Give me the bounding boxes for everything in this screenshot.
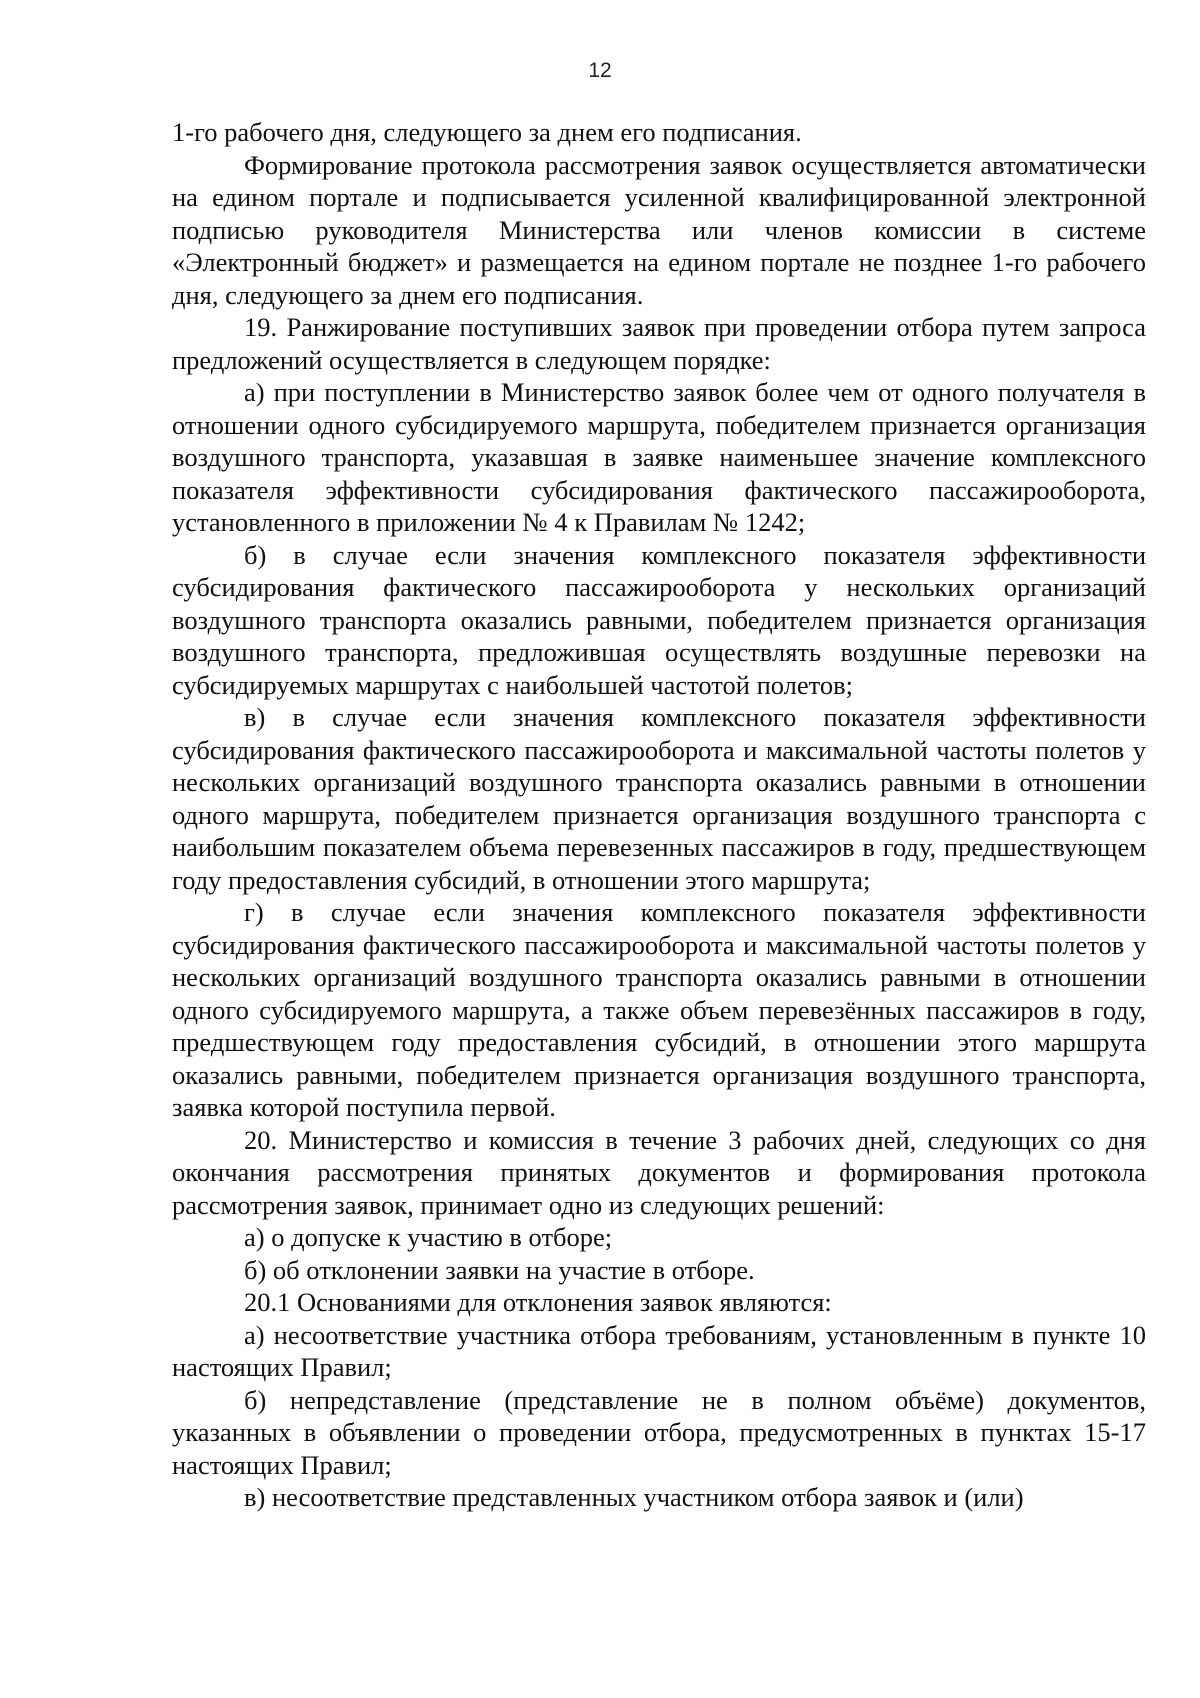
page-number: 12 — [588, 59, 612, 82]
paragraph-20-decisions: 20. Министерство и комиссия в течение 3 рабочих дней, следующих со дня окончания рассмотрения принятых документов и формирования протокола рассмотрения заявок, принимает одно из следующих решений: — [172, 1124, 1146, 1220]
paragraph-20-1-grounds: 20.1 Основаниями для отклонения заявок являются: — [244, 1287, 832, 1317]
paragraph-19-ranking: 19. Ранжирование поступивших заявок при проведении отбора путем запроса предложений осуществляется в следующем порядке: — [172, 312, 1146, 375]
paragraph-20-1-b: б) непредставление (представление не в полном объёме) документов, указанных в объявлении о проведении отбора, предусмотренных в пунктах 15-17 настоящих Правил; — [172, 1384, 1146, 1480]
paragraph-protocol-formation: Формирование протокола рассмотрения заявок осуществляется автоматически на едином портале и подписывается усиленной квалифицированной электронной подписью руководителя Министерства или членов комиссии в системе «Электронный бюджет» и размещается на едином портале не позднее 1-го рабочего дня, следующего за днем его подписания. — [172, 149, 1146, 310]
paragraph-20-a: а) о допуске к участию в отборе; — [244, 1222, 613, 1252]
paragraph-20-1-a: а) несоответствие участника отбора требованиям, установленным в пункте 10 настоящих Правил; — [172, 1319, 1146, 1382]
paragraph-20-b: б) об отклонении заявки на участие в отборе. — [244, 1254, 755, 1285]
paragraph-19-g: г) в случае если значения комплексного показателя эффективности субсидирования фактического пассажирооборота и максимальной частоты полетов у нескольких организаций воздушного транспорта оказались равными в отношении одного субсидируемого маршрута, а также объем перевезённых пассажиров в году, предшествующем году предоставления субсидий, в отношении этого маршрута оказались равными, победителем признается организация воздушного транспорта, заявка которой поступила первой. — [172, 897, 1146, 1122]
paragraph-19-v: в) в случае если значения комплексного показателя эффективности субсидирования фактического пассажирооборота и максимальной частоты полетов у нескольких организаций воздушного транспорта оказались равными в отношении одного маршрута, победителем признается организация воздушного транспорта с наибольшим показателем объема перевезенных пассажиров в году, предшествующем году предоставления субсидий, в отношении этого маршрута; — [172, 702, 1146, 895]
paragraph-20-1-v: в) несоответствие представленных участником отбора заявок и (или) — [244, 1482, 1024, 1512]
paragraph-continuation: 1-го рабочего дня, следующего за днем его подписания. — [172, 117, 802, 147]
document-body — [172, 116, 1146, 1514]
paragraph-19-b: б) в случае если значения комплексного показателя эффективности субсидирования фактического пассажирооборота у нескольких организаций воздушного транспорта оказались равными, победителем признается организация воздушного транспорта, предложившая осуществлять воздушные перевозки на субсидируемых маршрутах с наибольшей частотой полетов; — [172, 539, 1146, 700]
paragraph-19-a: а) при поступлении в Министерство заявок более чем от одного получателя в отношении одного субсидируемого маршрута, победителем признается организация воздушного транспорта, указавшая в заявке наименьшее значение комплексного показателя эффективности субсидирования фактического пассажирооборота, установленного в приложении № 4 к Правилам № 1242; — [172, 377, 1146, 537]
